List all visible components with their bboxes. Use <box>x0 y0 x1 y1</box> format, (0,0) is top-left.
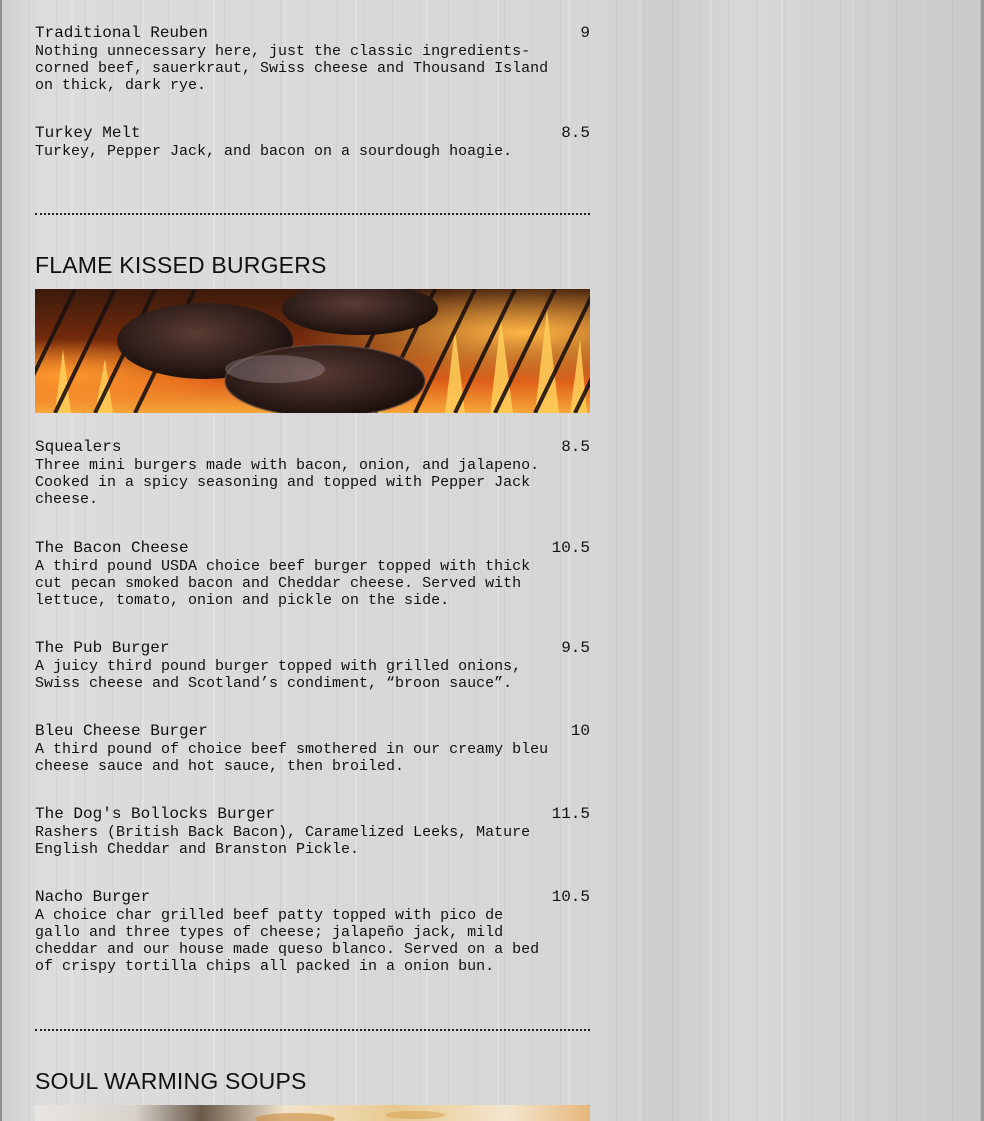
menu-item-description: A third pound of choice beef smothered in our creamy bleu cheese sauce and hot sauce, then broiled. <box>35 741 549 775</box>
menu-item-description: A choice char grilled beef patty topped with pico de gallo and three types of cheese; jalapeño jack, mild cheddar and our house made queso blanco. Served on a bed of crispy tortilla chips all packed in a onion bun. <box>35 907 540 975</box>
section-divider <box>35 1029 590 1031</box>
menu-item-price: 9 <box>580 24 590 42</box>
menu-item-name: Squealers <box>35 438 122 456</box>
menu-item-price: 8.5 <box>561 124 590 142</box>
section-title-soups: SOUL WARMING SOUPS <box>35 1068 307 1094</box>
menu-item-price: 9.5 <box>561 639 590 657</box>
section-title-burgers: FLAME KISSED BURGERS <box>35 252 327 278</box>
menu-item-description: Three mini burgers made with bacon, onion, and jalapeno. Cooked in a spicy seasoning and topped with Pepper Jack cheese. <box>35 457 540 508</box>
menu-item-description: A juicy third pound burger topped with grilled onions, Swiss cheese and Scotland’s condiment, “broon sauce”. <box>35 658 522 692</box>
menu-item-squealers <box>35 437 590 508</box>
menu-item-price: 10.5 <box>551 888 590 906</box>
soups-banner-image <box>35 1105 590 1121</box>
menu-item-bleu-cheese-burger <box>35 721 590 775</box>
menu-item-description: A third pound USDA choice beef burger topped with thick cut pecan smoked bacon and Cheddar cheese. Served with lettuce, tomato, onion and pickle on the side. <box>35 558 531 609</box>
menu-item-dogs-bollocks-burger <box>35 804 590 858</box>
menu-item-name: The Dog's Bollocks Burger <box>35 805 276 823</box>
menu-item-description: Nothing unnecessary here, just the classic ingredients- corned beef, sauerkraut, Swiss cheese and Thousand Island on thick, dark rye. <box>35 43 549 94</box>
menu-item-turkey-melt <box>35 123 590 160</box>
section-divider <box>35 213 590 215</box>
menu-item-bacon-cheese <box>35 538 590 609</box>
menu-item-name: The Bacon Cheese <box>35 539 189 557</box>
burgers-banner-image <box>35 289 590 413</box>
menu-item-price: 10.5 <box>551 539 590 557</box>
menu-item-name: Turkey Melt <box>35 124 141 142</box>
menu-item-name: Bleu Cheese Burger <box>35 722 208 740</box>
menu-item-price: 8.5 <box>561 438 590 456</box>
menu-item-description: Rashers (British Back Bacon), Caramelized Leeks, Mature English Cheddar and Branston Pickle. <box>35 824 531 858</box>
menu-item-name: Nacho Burger <box>35 888 151 906</box>
menu-item-description: Turkey, Pepper Jack, and bacon on a sourdough hoagie. <box>35 143 513 160</box>
menu-item-price: 10 <box>570 722 590 740</box>
menu-item-name: The Pub Burger <box>35 639 170 657</box>
menu-item-nacho-burger <box>35 887 590 975</box>
menu-item-traditional-reuben <box>35 23 590 94</box>
menu-item-price: 11.5 <box>551 805 590 823</box>
menu-item-name: Traditional Reuben <box>35 24 208 42</box>
page-left-edge <box>0 0 2 1121</box>
menu-item-pub-burger <box>35 638 590 692</box>
